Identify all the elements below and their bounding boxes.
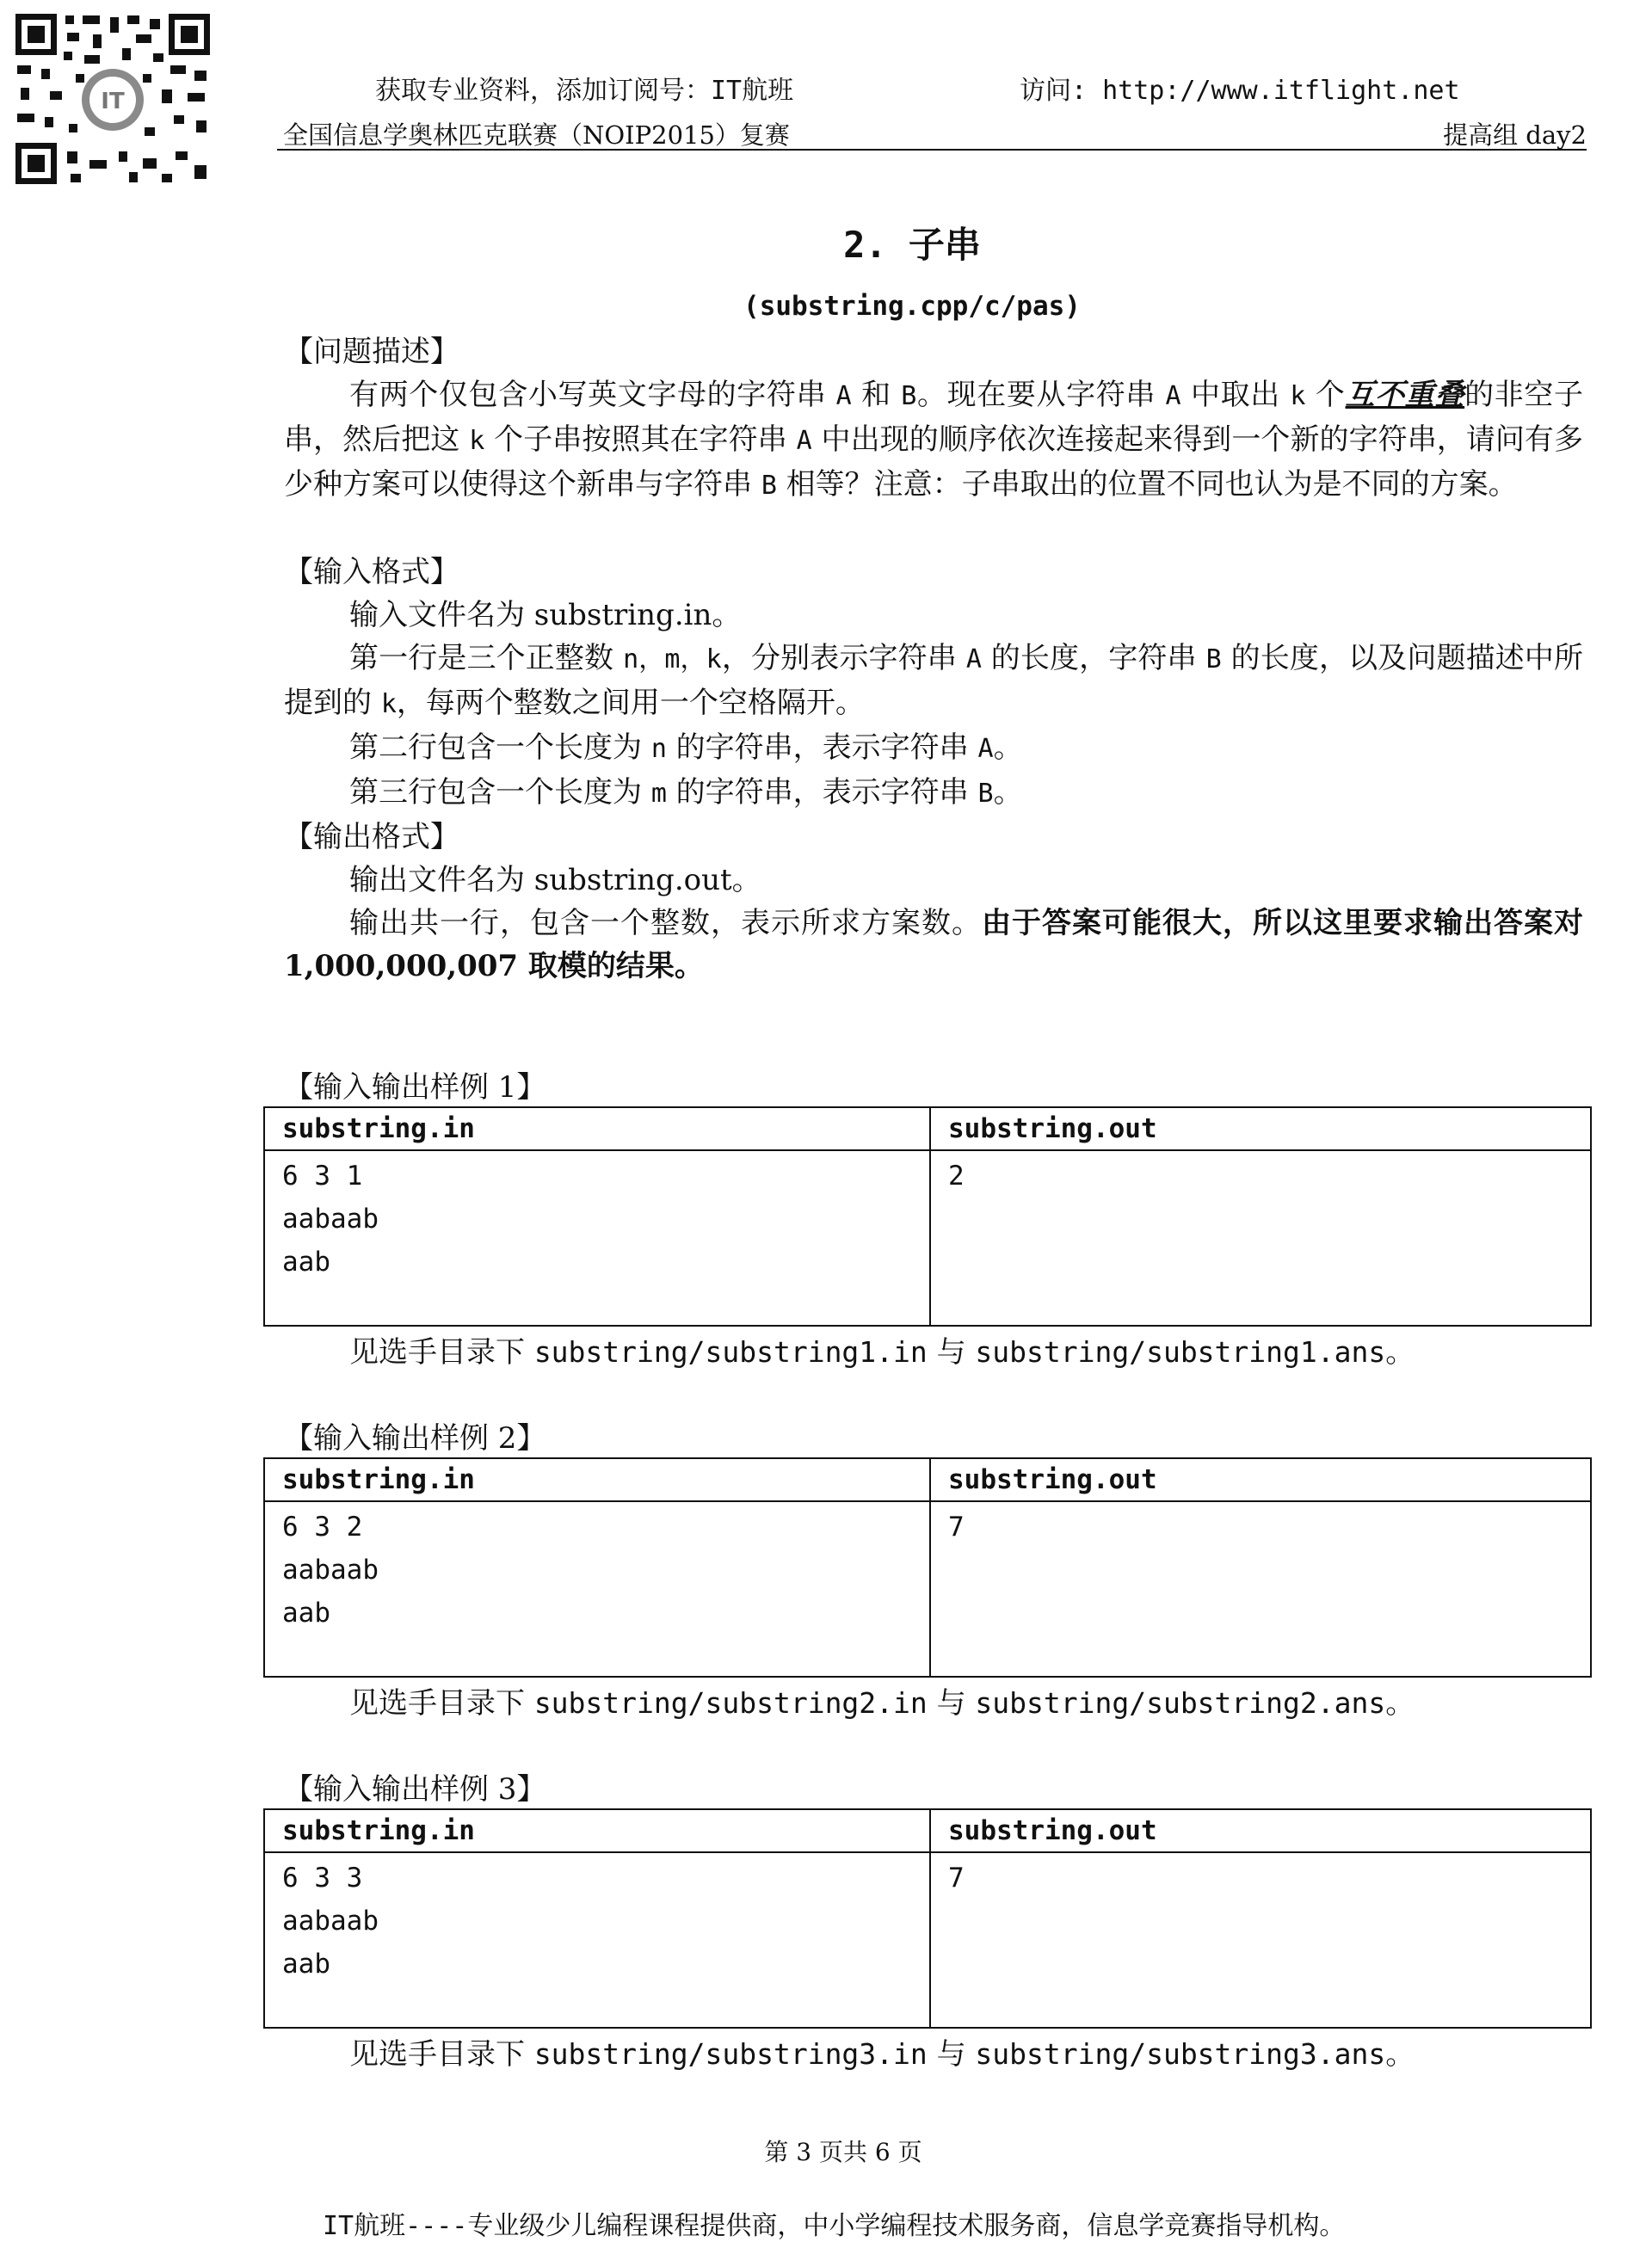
text: 见选手目录下 — [349, 2037, 534, 2072]
text: 有两个仅包含小写英文字母的字符串 — [349, 378, 836, 412]
input-line: aab — [282, 1598, 330, 1629]
sample-3-out-header: substring.out — [930, 1809, 1591, 1852]
text: ，每两个整数之间用一个空格隔开。 — [396, 686, 865, 720]
promo-banner — [0, 69, 1652, 107]
input-filename: 输入文件名为 substring.in。 — [349, 598, 742, 632]
text: 个子串按照其在字符串 — [484, 422, 797, 457]
text: 第二行包含一个长度为 — [349, 730, 651, 765]
contest-group: 提高组 day2 — [1443, 120, 1587, 150]
sample-1-title: 【输入输出样例 1】 — [284, 1070, 546, 1105]
sample-2-in-header: substring.in — [264, 1458, 930, 1501]
text: 见选手目录下 — [349, 1686, 534, 1721]
text: 相等？注意：子串取出的位置不同也认为是不同的方案。 — [776, 467, 1518, 502]
output-line1 — [284, 902, 1583, 988]
text: ，分别表示字符串 — [721, 641, 966, 675]
sample-1-table — [263, 1106, 1592, 1327]
sample-3-reference — [349, 2030, 1415, 2072]
var: B — [1205, 644, 1222, 674]
output-filename: 输出文件名为 substring.out。 — [349, 863, 761, 897]
sample-2-output — [930, 1501, 1591, 1677]
input-line: 6 3 2 — [282, 1512, 363, 1543]
sample-2-input — [264, 1501, 930, 1677]
text: 第三行包含一个长度为 — [349, 775, 651, 810]
input-line2 — [284, 726, 1583, 771]
problem-filenames: (substring.cpp/c/pas) — [743, 291, 1081, 322]
sample-1-out-header: substring.out — [930, 1107, 1591, 1150]
contest-name: 全国信息学奥林匹克联赛（NOIP2015）复赛 — [283, 120, 790, 150]
modulo-note: 由于答案可能很大，所以这里要求输出答案对 1,000,000,007 取模的结果。 — [284, 906, 1583, 983]
text: 个 — [1305, 378, 1346, 412]
svg-text:IT: IT — [101, 89, 125, 114]
sample-2-title: 【输入输出样例 2】 — [284, 1421, 546, 1456]
var: A — [1165, 381, 1181, 411]
file-path: substring/substring3.in — [533, 2037, 928, 2071]
text: 中出现的顺序依次连接起来得到一个新的字符串，请问有多少种方案可以使得这个新串与字符串 — [284, 422, 1583, 502]
problem-title: 2. 子串 — [843, 224, 981, 266]
description-heading: 【问题描述】 — [284, 335, 459, 369]
text: 。 — [1385, 2037, 1415, 2072]
file-path: substring/substring1.in — [533, 1335, 928, 1369]
text: 输出共一行，包含一个整数，表示所求方案数。 — [349, 906, 982, 940]
sample-2-out-header: substring.out — [930, 1458, 1591, 1501]
text: 。 — [993, 730, 1023, 765]
sample-1-output — [930, 1150, 1591, 1326]
text: 见选手目录下 — [349, 1335, 534, 1370]
input-line1 — [284, 637, 1583, 726]
file-path: substring/substring3.ans — [975, 2037, 1386, 2071]
sample-3-output — [930, 1852, 1591, 2028]
input-format-heading: 【输入格式】 — [284, 555, 459, 589]
sample-3-input — [264, 1852, 930, 2028]
var: B — [761, 471, 777, 501]
problem-body — [284, 330, 1583, 988]
text: 的字符串，表示字符串 — [666, 775, 978, 810]
text: 。 — [1385, 1686, 1415, 1721]
var: A — [965, 644, 982, 674]
emphasis-non-overlapping: 互不重叠 — [1345, 378, 1465, 412]
input-line: aab — [282, 1949, 330, 1980]
text: 中取出 — [1180, 378, 1291, 412]
output-line: 7 — [948, 1512, 965, 1543]
input-line: aabaab — [282, 1204, 379, 1235]
text: 。 — [993, 775, 1023, 810]
var: n — [650, 734, 667, 764]
var: n，m，k — [623, 644, 722, 674]
var: B — [977, 779, 994, 809]
var: k — [380, 689, 397, 719]
promo-subscribe-text: 获取专业资料，添加订阅号：IT航班 — [375, 76, 794, 106]
file-path: substring/substring2.ans — [975, 1686, 1386, 1720]
input-line: 6 3 1 — [282, 1161, 363, 1192]
text: 的长度，字符串 — [981, 641, 1206, 675]
text: 的字符串，表示字符串 — [666, 730, 978, 765]
text: 和 — [851, 378, 902, 412]
text: 的长度，以及问题描述中所提到的 — [284, 641, 1583, 720]
text: 的非空子串，然后把这 — [284, 378, 1584, 457]
input-line: aab — [282, 1247, 330, 1278]
text: 与 — [927, 1335, 976, 1370]
output-line: 7 — [948, 1863, 965, 1894]
input-line: aabaab — [282, 1555, 379, 1586]
text: 与 — [927, 1686, 976, 1721]
file-path: substring/substring1.ans — [975, 1335, 1386, 1369]
var: k — [1290, 381, 1306, 411]
footer-promo-text: IT航班----专业级少儿编程课程提供商，中小学编程技术服务商，信息学竞赛指导机构。 — [323, 2211, 1346, 2241]
output-format-heading: 【输出格式】 — [284, 820, 459, 854]
page-header — [277, 114, 1587, 151]
sample-1-in-header: substring.in — [264, 1107, 930, 1150]
text: 。现在要从字符串 — [916, 378, 1166, 412]
promo-website-text: 访问: http://www.itflight.net — [1020, 76, 1460, 106]
var: m — [650, 779, 667, 809]
page-number: 第 3 页共 6 页 — [764, 2138, 922, 2166]
var: A — [796, 426, 812, 456]
text: 。 — [1385, 1335, 1415, 1370]
input-line3 — [284, 771, 1583, 816]
text: 第一行是三个正整数 — [349, 641, 624, 675]
sample-3-table — [263, 1808, 1592, 2029]
var: A — [977, 734, 994, 764]
var: B — [901, 381, 917, 411]
sample-2-reference — [349, 1679, 1415, 1721]
var: k — [469, 426, 485, 456]
input-line: aabaab — [282, 1906, 379, 1937]
sample-3-in-header: substring.in — [264, 1809, 930, 1852]
file-path: substring/substring2.in — [533, 1686, 928, 1720]
sample-1-reference — [349, 1328, 1415, 1370]
description-paragraph — [284, 373, 1583, 508]
sample-2-table — [263, 1457, 1592, 1678]
input-line: 6 3 3 — [282, 1863, 363, 1894]
var: A — [835, 381, 852, 411]
sample-1-input — [264, 1150, 930, 1326]
output-line: 2 — [948, 1161, 965, 1192]
text: 与 — [927, 2037, 976, 2072]
sample-3-title: 【输入输出样例 3】 — [284, 1772, 546, 1807]
